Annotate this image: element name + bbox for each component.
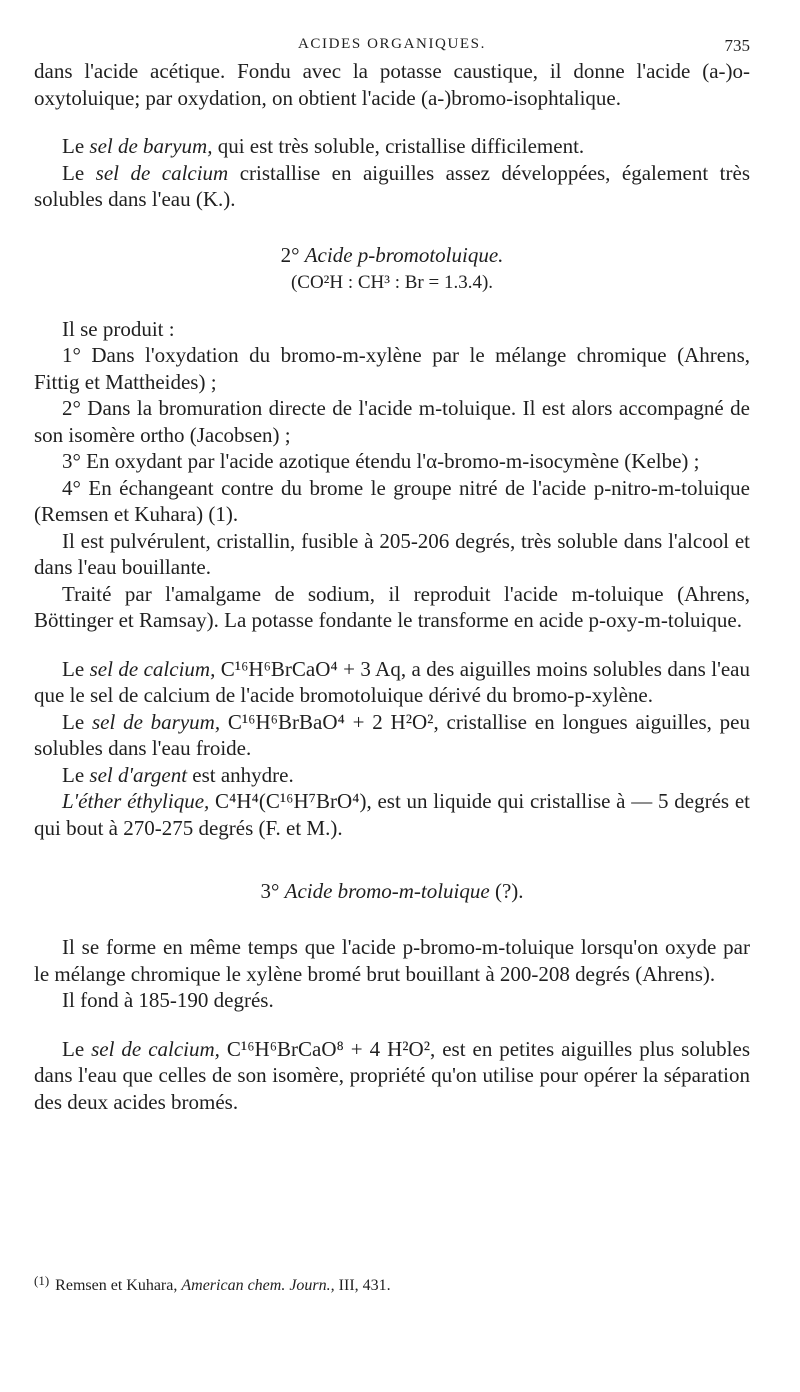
list-item-1: 1° Dans l'oxydation du bromo-m-xylène par le mélange chromique (Ahrens, Fittig et Mattheides) ; xyxy=(34,343,750,394)
text-run: Le xyxy=(62,160,96,185)
footnote xyxy=(34,1270,750,1297)
italic-term: sel de calcium, xyxy=(89,656,216,681)
chemical-formula: C¹⁶H⁶BrCaO⁸ + 4 H²O², xyxy=(219,1036,436,1061)
italic-term: sel de calcium, xyxy=(91,1036,220,1061)
page-number: 735 xyxy=(724,36,750,55)
footnote-journal: American chem. Journ., xyxy=(181,1277,335,1294)
text-run: Le xyxy=(62,1036,92,1061)
paragraph-baryum-salt-2 xyxy=(34,709,750,762)
chemical-formula: C¹⁶H⁶BrBaO⁴ + 2 H²O², xyxy=(220,709,439,734)
heading-number: 3° xyxy=(260,879,285,903)
chemical-formula: C⁴H⁴(C¹⁶H⁷BrO⁴), xyxy=(209,789,372,813)
text-run: est anhydre. xyxy=(187,762,294,787)
paragraph-baryum-salt xyxy=(34,133,750,160)
italic-term: L'éther éthylique, xyxy=(62,789,210,813)
heading-title: Acide bromo-m-toluique xyxy=(284,879,490,903)
footnote-text: Remsen et Kuhara, xyxy=(55,1277,182,1294)
italic-term: sel de baryum, xyxy=(89,134,213,158)
heading-title: Acide p-bromotoluique. xyxy=(304,242,504,267)
paragraph-calcium-salt-3 xyxy=(34,1036,750,1116)
paragraph-properties: Il est pulvérulent, cristallin, fusible à 205-206 degrés, très soluble dans l'alcool et dans l'eau bouillante. xyxy=(34,528,750,579)
paragraph-intro: Il se produit : xyxy=(62,316,175,341)
text-run: cristallise en aiguilles assez développées, également très solubles dans l'eau (K.). xyxy=(34,160,751,211)
text-run: qui est très soluble, cristallise difficilement. xyxy=(212,134,585,158)
text-run: est en petites aiguilles plus solubles dans l'eau que celles de son isomère, propriété qu'on utilise pour opérer la séparation des deux acides bromés. xyxy=(34,1036,750,1114)
list-item-4: 4° En échangeant contre du brome le groupe nitré de l'acide p-nitro-m-toluique (Remsen et Kuhara) (1). xyxy=(34,475,750,526)
text-run: Le xyxy=(62,656,90,681)
structural-formula: (CO²H : CH³ : Br = 1.3.4). xyxy=(290,271,494,293)
footnote-mark: (1) xyxy=(34,1273,50,1288)
section-heading-3 xyxy=(34,879,750,904)
text-run: a des aiguilles moins solubles dans l'eau que le sel de calcium de l'acide bromotoluique dérivé du bromo-p-xylène. xyxy=(34,656,751,707)
text-run: cristallise en longues aiguilles, peu solubles dans l'eau froide. xyxy=(34,709,750,760)
heading-suffix: (?). xyxy=(489,879,524,903)
paragraph-formation: Il se forme en même temps que l'acide p-bromo-m-toluique lorsqu'on oxyde par le mélange chromique le xylène bromé brut bouillant à 200-208 degrés (Ahrens). xyxy=(34,935,750,986)
paragraph-ether xyxy=(34,788,750,841)
paragraph-amalgame: Traité par l'amalgame de sodium, il reproduit l'acide m-toluique (Ahrens, Böttinger et Ramsay). La potasse fondante le transforme en acide p-oxy-m-toluique. xyxy=(34,581,750,632)
text-run: Le xyxy=(62,762,90,787)
paragraph-calcium-salt-2 xyxy=(34,656,750,709)
section-heading-2 xyxy=(34,243,750,268)
text-run: Le xyxy=(62,709,92,734)
paragraph-calcium-salt xyxy=(34,160,750,213)
italic-term: sel de calcium xyxy=(95,160,229,185)
footnote-text: III, 431. xyxy=(334,1277,391,1294)
list-item-3: 3° En oxydant par l'acide azotique étendu l'α-bromo-m-isocymène (Kelbe) ; xyxy=(62,449,700,473)
paragraph-melting: Il fond à 185-190 degrés. xyxy=(62,988,274,1012)
heading-number: 2° xyxy=(280,242,305,267)
italic-term: sel d'argent xyxy=(89,762,188,787)
text-run: Le xyxy=(62,134,90,158)
running-head: ACIDES ORGANIQUES. xyxy=(298,36,486,52)
chemical-formula: C¹⁶H⁶BrCaO⁴ + 3 Aq, xyxy=(215,656,407,681)
page-header xyxy=(34,28,750,58)
italic-term: sel de baryum, xyxy=(91,709,221,734)
list-item-2: 2° Dans la bromuration directe de l'acide m-toluique. Il est alors accompagné de son isomère ortho (Jacobsen) ; xyxy=(34,396,750,447)
text-run: est un liquide qui cristallise à — 5 degrés et qui bout à 270-275 degrés (F. et M.). xyxy=(34,789,750,840)
paragraph-continuation: dans l'acide acétique. Fondu avec la potasse caustique, il donne l'acide (a-)o-oxytoluique; par oxydation, on obtient l'acide (a-)bromo-isophtalique. xyxy=(34,59,750,110)
paragraph-argent-salt xyxy=(34,762,750,789)
